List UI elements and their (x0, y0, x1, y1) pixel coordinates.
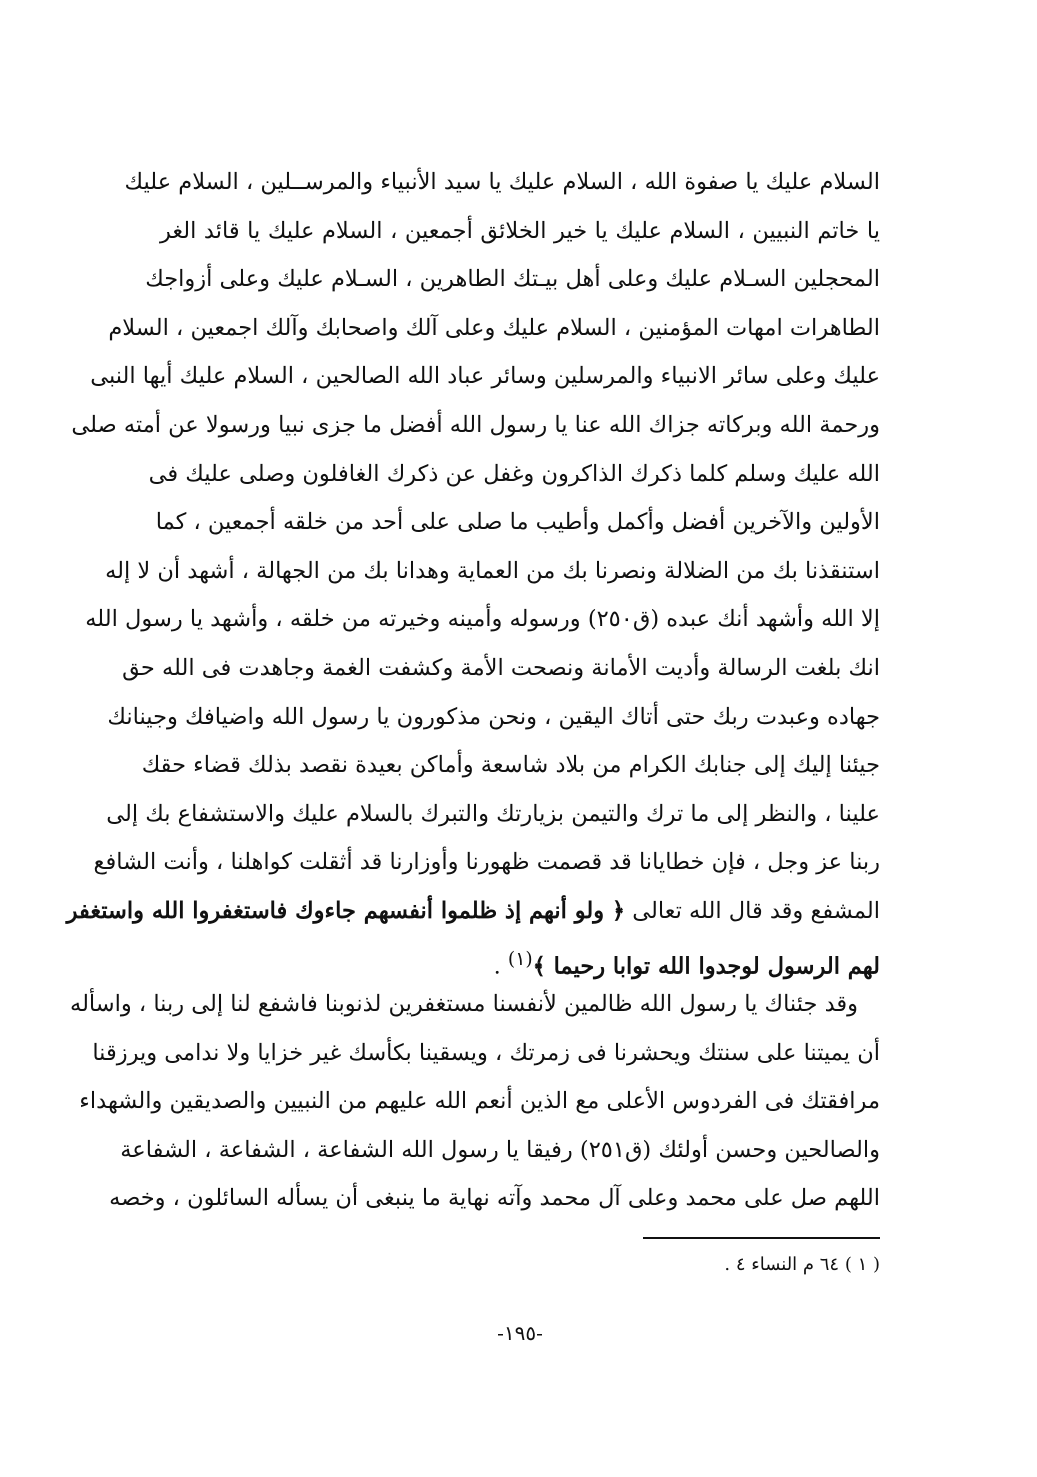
text-line-1: السلام عليك يا صفوة الله ، السلام عليك يا سيد الأنبياء والمرســلين ، السلام عليك (124, 169, 880, 195)
quran-verse-part-1: ﴿ ولو أنهم إذ ظلموا أنفسهم جاءوك فاستغفروا الله واستغفر (66, 897, 626, 924)
text-line-17 (160, 936, 880, 985)
text-line-9: استنقذنا بك من الضلالة ونصرنا بك من العماية وهدانا بك من الجهالة ، أشهد أن لا إله (105, 557, 880, 584)
text-line-4: الطاهرات امهات المؤمنين ، السلام عليك وعلى آلك واصحابك وآلك اجمعين ، السلام (108, 314, 880, 341)
text-line-19: أن يميتنا على سنتك ويحشرنا فى زمرتك ، ويسقينا بكأسك غير خزايا ولا ندامى ويرزقنا (92, 1039, 880, 1066)
line-16-lead: المشفع وقد قال الله تعالى (632, 897, 880, 924)
text-line-5: عليك وعلى سائر الانبياء والمرسلين وسائر عباد الله الصالحين ، السلام عليك أيها النبى (90, 363, 880, 390)
text-line-20: مرافقتك فى الفردوس الأعلى مع الذين أنعم الله عليهم من النبيين والصديقين والشهداء (79, 1088, 880, 1115)
second-paragraph (70, 980, 880, 1223)
text-line-18: وقد جئناك يا رسول الله ظالمين لأنفسنا مستغفرين لذنوبنا فاشفع لنا إلى ربنا ، واسأله (70, 991, 858, 1017)
quran-verse-part-2: لهم الرسول لوجدوا الله توابا رحيما ﴾ (532, 953, 880, 979)
text-line-10: إلا الله وأشهد أنك عبده (ق٢٥٠) ورسوله وأمينه وخيرته من خلقه ، وأشهد يا رسول الله (85, 606, 880, 633)
footnote-marker: (١) (507, 948, 533, 970)
text-line-21: والصالحين وحسن أولئك (ق٢٥١) رفيقا يا رسول الله الشفاعة ، الشفاعة ، الشفاعة (120, 1136, 880, 1163)
text-line-2: يا خاتم النبيين ، السلام عليك يا خير الخلائق أجمعين ، السلام عليك يا قائد الغر (160, 217, 880, 244)
text-line-3: المحجلين السـلام عليك وعلى أهل بيـتك الطاهرين ، السـلام عليك وعلى أزواجك (145, 266, 880, 293)
text-line-15: ربنا عز وجل ، فإن خطايانا قد قصمت ظهورنا وأوزارنا قد أثقلت كواهلنا ، وأنت الشافع (93, 849, 880, 876)
text-line-11: انك بلغت الرسالة وأديت الأمانة ونصحت الأمة وكشفت الغمة وجاهدت فى الله حق (122, 654, 880, 681)
text-line-14: علينا ، والنظر إلى ما ترك والتيمن بزيارتك والتبرك بالسلام عليك والاستشفاع بك إلى (106, 800, 880, 827)
text-line-22: اللهم صل على محمد وعلى آل محمد وآته نهاية ما ينبغى أن يسأله السائلون ، وخصه (109, 1185, 880, 1212)
text-line-13: جيئنا إليك إلى جنابك الكرام من بلاد شاسعة وأماكن بعيدة نقصد بذلك قضاء حقك (141, 752, 880, 779)
main-paragraph (66, 158, 880, 984)
text-line-16 (66, 887, 880, 936)
text-line-12: جهاده وعبدت ربك حتى أتاك اليقين ، ونحن مذكورون يا رسول الله واضيافك وجينانك (107, 703, 880, 730)
text-line-7: الله عليك وسلم كلما ذكرك الذاكرون وغفل عن ذكرك الغافلون وصلى عليك فى (148, 460, 880, 487)
text-line-6: ورحمة الله وبركاته جزاك الله عنا يا رسول الله أفضل ما جزى نبيا ورسولا عن أمته صلى (71, 411, 880, 438)
page-number: -١٩٥- (497, 1321, 543, 1345)
line-17-end: . (493, 953, 501, 979)
footnote-text: ( ١ ) ٦٤ م النساء ٤ . (724, 1254, 880, 1275)
footnote-separator (643, 1237, 880, 1239)
text-line-8: الأولين والآخرين أفضل وأكمل وأطيب ما صلى على أحد من خلقه أجمعين ، كما (155, 509, 880, 536)
